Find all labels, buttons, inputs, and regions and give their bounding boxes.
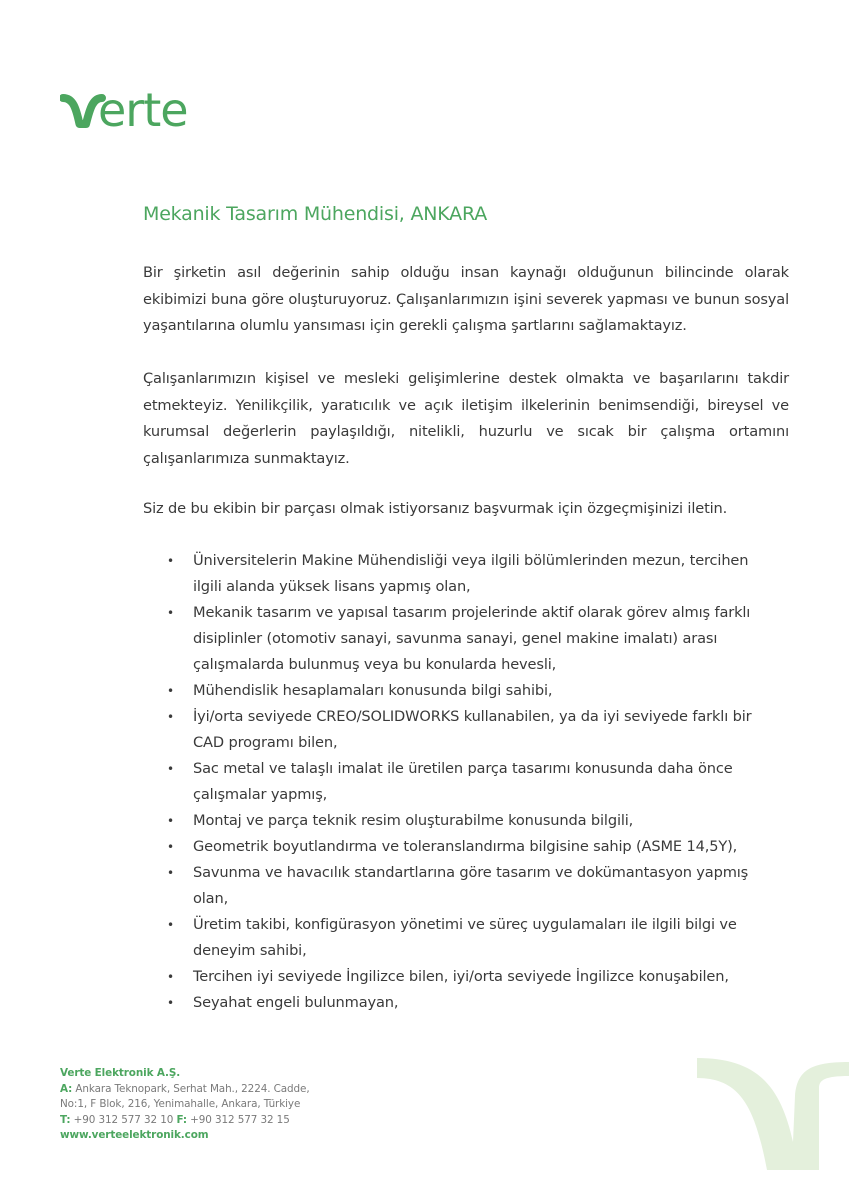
requirement-text-line: çalışmalarda bulunmuş veya bu konularda hevesli, bbox=[193, 656, 557, 673]
bullet-icon: • bbox=[167, 762, 174, 776]
culture-paragraph: Çalışanlarımızın kişisel ve mesleki gelişimlerine destek olmakta ve başarılarını takdir etmekteyiz. Yenilikçilik, yaratıcılık ve açık iletişim ilkelerinin benimsendiği, bireysel ve kurumsal değerlerin paylaşıldığı, nitelikli, huzurlu ve sıcak bir çalışma ortamını çalışanlarımıza sunmaktayız. bbox=[143, 370, 789, 467]
footer-website[interactable]: www.verteelektronik.com bbox=[60, 1129, 209, 1142]
bullet-icon: • bbox=[167, 996, 174, 1010]
footer-address bbox=[60, 1082, 310, 1098]
requirement-text-line: Mühendislik hesaplamaları konusunda bilgi sahibi, bbox=[193, 682, 553, 699]
svg-text:erte: erte bbox=[98, 84, 188, 132]
requirement-text-line: Üretim takibi, konfigürasyon yönetimi ve süreç uygulamaları ile ilgili bilgi ve bbox=[193, 916, 737, 933]
apply-paragraph: Siz de bu ekibin bir parçası olmak istiyorsanız başvurmak için özgeçmişinizi iletin. bbox=[143, 500, 728, 517]
address-line-2: No:1, F Blok, 216, Yenimahalle, Ankara, Türkiye bbox=[60, 1098, 301, 1111]
footer-contact bbox=[60, 1066, 310, 1144]
requirements-list bbox=[143, 548, 793, 1016]
bullet-icon: • bbox=[167, 710, 174, 724]
fax-number: +90 312 577 32 15 bbox=[186, 1113, 290, 1126]
bullet-icon: • bbox=[167, 840, 174, 854]
requirement-item bbox=[143, 964, 793, 990]
footer-phone-fax bbox=[60, 1113, 310, 1129]
bullet-icon: • bbox=[167, 606, 174, 620]
requirement-item bbox=[143, 860, 793, 912]
requirement-text-line: çalışmalar yapmış, bbox=[193, 786, 328, 803]
requirement-text-line: Mekanik tasarım ve yapısal tasarım projelerinde aktif olarak görev almış farklı bbox=[193, 604, 751, 621]
requirement-text-line: disiplinler (otomotiv sanayi, savunma sanayi, genel makine imalatı) arası bbox=[193, 630, 718, 647]
requirement-text-line: Montaj ve parça teknik resim oluşturabilme konusunda bilgili, bbox=[193, 812, 634, 829]
bullet-icon: • bbox=[167, 554, 174, 568]
requirement-item bbox=[143, 704, 793, 756]
requirement-item bbox=[143, 834, 793, 860]
requirement-item bbox=[143, 808, 793, 834]
bullet-icon: • bbox=[167, 814, 174, 828]
phone-label: T: bbox=[60, 1113, 71, 1126]
requirement-text-line: ilgili alanda yüksek lisans yapmış olan, bbox=[193, 578, 471, 595]
requirement-item bbox=[143, 912, 793, 964]
requirement-item bbox=[143, 600, 793, 678]
requirement-text-line: olan, bbox=[193, 890, 229, 907]
job-title: Mekanik Tasarım Mühendisi, ANKARA bbox=[143, 203, 488, 225]
intro-paragraph: Bir şirketin asıl değerinin sahip olduğu insan kaynağı olduğunun bilincinde olarak ekibimizi buna göre oluşturuyoruz. Çalışanlarımızın işini severek yapması ve bunun sosyal yaşantılarına olumlu yansıması için gerekli çalışma şartlarını sağlamaktayız. bbox=[143, 264, 789, 335]
fax-label: F: bbox=[176, 1113, 187, 1126]
bullet-icon: • bbox=[167, 866, 174, 880]
requirement-text-line: Tercihen iyi seviyede İngilizce bilen, iyi/orta seviyede İngilizce konuşabilen, bbox=[193, 968, 729, 985]
requirement-text-line: CAD programı bilen, bbox=[193, 734, 338, 751]
bullet-icon: • bbox=[167, 684, 174, 698]
requirement-item bbox=[143, 678, 793, 704]
requirement-item bbox=[143, 990, 793, 1016]
requirement-text-line: Savunma ve havacılık standartlarına göre tasarım ve dokümantasyon yapmış bbox=[193, 864, 749, 881]
requirement-text-line: Üniversitelerin Makine Mühendisliği veya ilgili bölümlerinden mezun, tercihen bbox=[193, 552, 749, 569]
requirement-text-line: İyi/orta seviyede CREO/SOLIDWORKS kullanabilen, ya da iyi seviyede farklı bir bbox=[193, 708, 752, 725]
requirement-item bbox=[143, 756, 793, 808]
address-label: A: bbox=[60, 1082, 73, 1095]
requirement-text-line: deneyim sahibi, bbox=[193, 942, 307, 959]
verte-watermark-logo bbox=[693, 1058, 849, 1172]
requirement-text-line: Seyahat engeli bulunmayan, bbox=[193, 994, 399, 1011]
requirement-text-line: Sac metal ve talaşlı imalat ile üretilen parça tasarımı konusunda daha önce bbox=[193, 760, 733, 777]
footer-company: Verte Elektronik A.Ş. bbox=[60, 1067, 181, 1079]
phone-number: +90 312 577 32 10 bbox=[70, 1113, 177, 1126]
requirement-item bbox=[143, 548, 793, 600]
address-line-1: Ankara Teknopark, Serhat Mah., 2224. Cadde, bbox=[72, 1082, 310, 1095]
requirement-text-line: Geometrik boyutlandırma ve toleranslandırma bilgisine sahip (ASME 14,5Y), bbox=[193, 838, 738, 855]
verte-logo bbox=[60, 84, 246, 132]
bullet-icon: • bbox=[167, 970, 174, 984]
bullet-icon: • bbox=[167, 918, 174, 932]
